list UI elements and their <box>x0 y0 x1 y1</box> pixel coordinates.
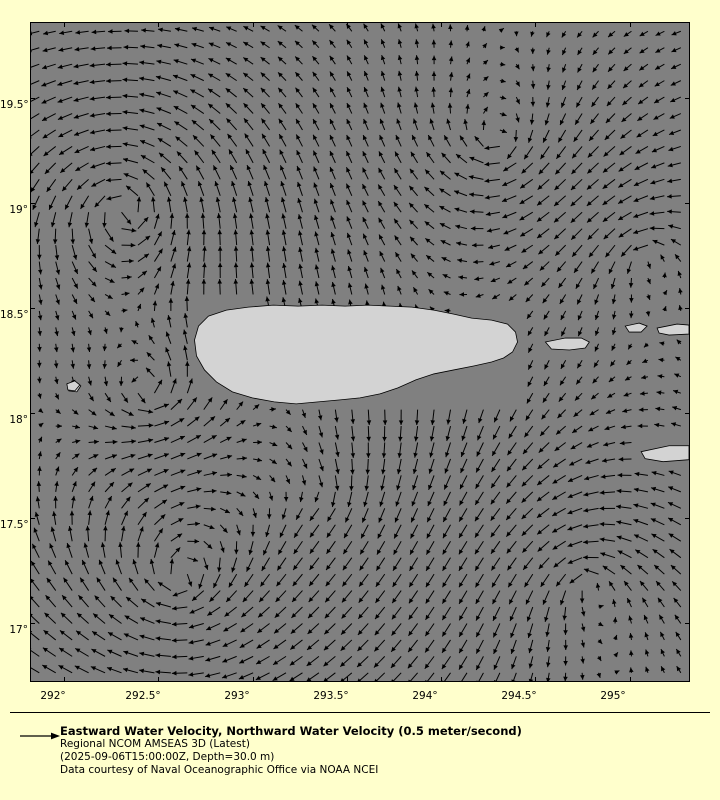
y-axis-tick-label: 17° <box>9 624 28 636</box>
x-axis-tick <box>535 22 536 27</box>
x-axis-tick-label: 293.5° <box>313 690 349 702</box>
y-axis-tick <box>30 623 35 624</box>
y-axis-tick <box>685 623 690 624</box>
y-axis-tick <box>30 413 35 414</box>
y-axis-tick <box>685 413 690 414</box>
st-croix-island <box>641 446 689 462</box>
x-axis-tick <box>253 677 254 682</box>
land-polygons <box>31 23 689 681</box>
map-plot-area[interactable] <box>30 22 690 682</box>
x-axis-tick-label: 293° <box>224 690 250 702</box>
reference-vector-arrow-icon <box>18 730 60 742</box>
culebra-island <box>625 323 647 332</box>
x-axis-tick <box>347 677 348 682</box>
legend-text-block <box>60 724 700 777</box>
y-axis-tick <box>30 98 35 99</box>
x-axis-tick <box>64 22 65 27</box>
x-axis-tick <box>441 22 442 27</box>
y-axis-tick <box>685 203 690 204</box>
vieques-island <box>545 338 589 350</box>
legend-title: Eastward Water Velocity, Northward Water Velocity (0.5 meter/second) <box>60 724 522 738</box>
legend-timestamp: (2025-09-06T15:00:00Z, Depth=30.0 m) <box>60 751 275 763</box>
x-axis-tick <box>630 677 631 682</box>
x-axis-tick-label: 292° <box>40 690 66 702</box>
x-axis-tick <box>441 677 442 682</box>
y-axis-tick-label: 18° <box>9 414 28 426</box>
x-axis-tick <box>158 22 159 27</box>
x-axis-tick <box>64 677 65 682</box>
x-axis-tick <box>158 677 159 682</box>
y-axis-tick <box>685 98 690 99</box>
y-axis-tick <box>685 308 690 309</box>
y-axis-tick <box>30 203 35 204</box>
y-axis-tick-label: 19.5° <box>0 99 29 111</box>
x-axis-tick <box>253 22 254 27</box>
x-axis-tick <box>347 22 348 27</box>
legend <box>10 712 710 790</box>
x-axis-tick-label: 294° <box>412 690 438 702</box>
x-axis-tick-label: 295° <box>600 690 626 702</box>
legend-credit: Data courtesy of Naval Oceanographic Office via NOAA NCEI <box>60 764 379 776</box>
legend-dataset: Regional NCOM AMSEAS 3D (Latest) <box>60 738 250 750</box>
y-axis-tick-label: 17.5° <box>0 519 29 531</box>
x-axis-tick <box>535 677 536 682</box>
y-axis-tick <box>685 518 690 519</box>
y-axis-tick <box>30 518 35 519</box>
x-axis-tick <box>630 22 631 27</box>
y-axis-tick <box>30 308 35 309</box>
x-axis-tick-label: 292.5° <box>125 690 161 702</box>
puerto-rico-island <box>195 305 518 404</box>
y-axis-tick-label: 18.5° <box>0 309 29 321</box>
st-thomas-island <box>657 324 689 335</box>
x-axis-tick-label: 294.5° <box>501 690 537 702</box>
y-axis-tick-label: 19° <box>9 204 28 216</box>
legend-divider <box>10 712 710 713</box>
